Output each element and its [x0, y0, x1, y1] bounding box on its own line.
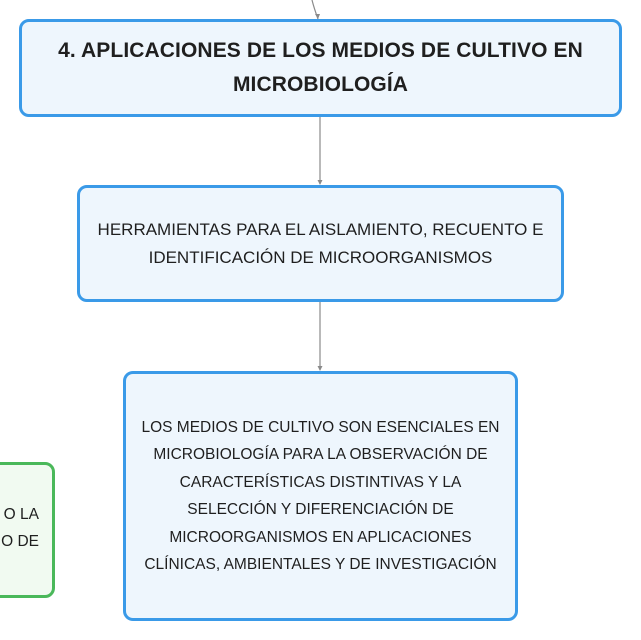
title-node[interactable]	[19, 19, 622, 117]
connector-from-parent	[312, 0, 318, 19]
tools-node[interactable]	[77, 185, 564, 302]
left-partial-node[interactable]	[0, 462, 55, 598]
tools-node-text: HERRAMIENTAS PARA EL AISLAMIENTO, RECUENTO E IDENTIFICACIÓN DE MICROORGANISMOS	[97, 219, 544, 267]
essential-node-text: LOS MEDIOS DE CULTIVO SON ESENCIALES EN MICROBIOLOGÍA PARA LA OBSERVACIÓN DE CARACTERÍSTICAS DISTINTIVAS Y LA SELECCIÓN Y DIFERENCIACIÓN DE MICROORGANISMOS EN APLICACIONES CLÍNICAS, AMBIENTALES Y DE INVESTIGACIÓN	[141, 418, 500, 573]
left-partial-node-text: O LA O DE	[1, 505, 39, 550]
essential-node[interactable]	[123, 371, 518, 621]
title-node-text: 4. APLICACIONES DE LOS MEDIOS DE CULTIVO EN MICROBIOLOGÍA	[58, 39, 583, 96]
